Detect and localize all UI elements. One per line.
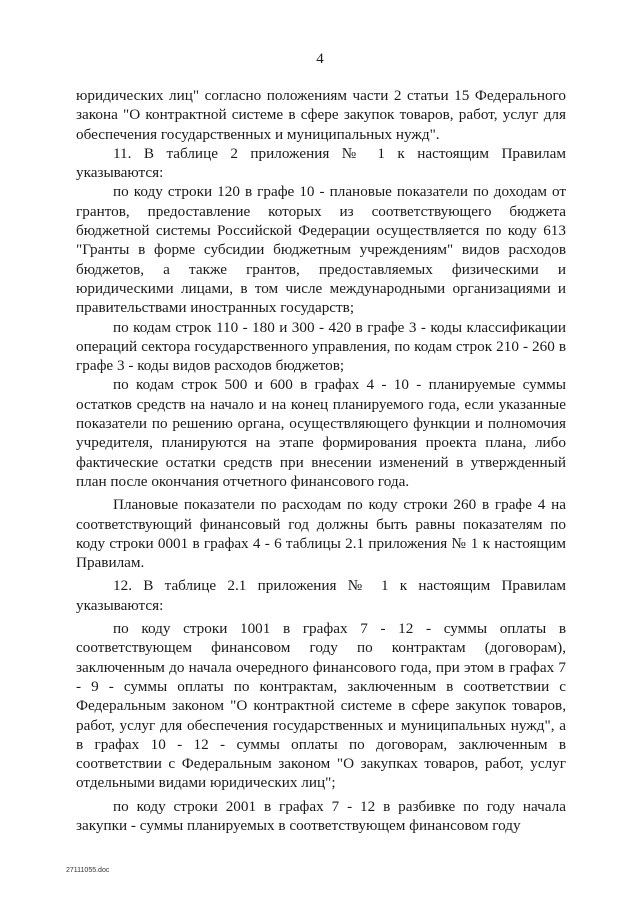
paragraph-item-11: 11. В таблице 2 приложения № 1 к настоящим Правилам указываются: [76,144,566,182]
paragraph-line-2001: по коду строки 2001 в графах 7 - 12 в разбивке по году начала закупки - суммы планируемых в соответствующем финансовом году [76,797,566,834]
paragraph-lines-110-420: по кодам строк 110 - 180 и 300 - 420 в графе 3 - коды классификации операций сектора государственного управления, по кодам строк 210 - 260 в графе 3 - коды видов расходов бюджетов; [76,318,566,375]
page-number: 4 [316,51,324,67]
document-body [76,86,566,835]
paragraph-line-120: по коду строки 120 в графе 10 - плановые показатели по доходам от грантов, предоставление которых из соответствующего бюджета бюджетной системы Российской Федерации осуществляется по коду 613 "Гранты в форме субсидии бюджетным учреждениям" видов расходов бюджетов, а также грантов, предоставляемых физическими и юридическими лицами, в том числе международными организациями и правительствами иностранных государств; [76,183,566,317]
footer-filename: 27111055.doc [66,867,110,874]
paragraph-continuation: юридических лиц" согласно положениям части 2 статьи 15 Федерального закона "О контрактной системе в сфере закупок товаров, работ, услуг для обеспечения государственных и муниципальных нужд". [76,87,566,143]
paragraph-item-12: 12. В таблице 2.1 приложения № 1 к настоящим Правилам указываются: [76,577,566,614]
paragraph-lines-500-600: по кодам строк 500 и 600 в графах 4 - 10 - планируемые суммы остатков средств на начало и на конец планируемого года, если указанные показатели по решению органа, осуществляющего функции и полномочия учредителя, планируются на этапе формирования проекта плана, либо фактические остатки средств при внесении изменений в утвержденный план после окончания отчетного финансового года. [76,376,566,490]
paragraph-planned-expenses: Плановые показатели по расходам по коду строки 260 в графе 4 на соответствующий финансовый год должны быть равны показателям по коду строки 0001 в графах 4 - 6 таблицы 2.1 приложения № 1 к настоящим Правилам. [76,496,566,572]
paragraph-line-1001: по коду строки 1001 в графах 7 - 12 - суммы оплаты в соответствующем финансовом году по контрактам (договорам), заключенным до начала очередного финансового года, при этом в графах 7 - 9 - суммы оплаты по контрактам, заключенным в соответствии с Федеральным законом "О контрактной системе в сфере закупок товаров, работ, услуг для обеспечения государственных и муниципальных нужд", а в графах 10 - 12 - суммы оплаты по договорам, заключенным в соответствии с Федеральным законом "О закупках товаров, работ, услуг отдельными видами юридических лиц"; [76,620,566,792]
